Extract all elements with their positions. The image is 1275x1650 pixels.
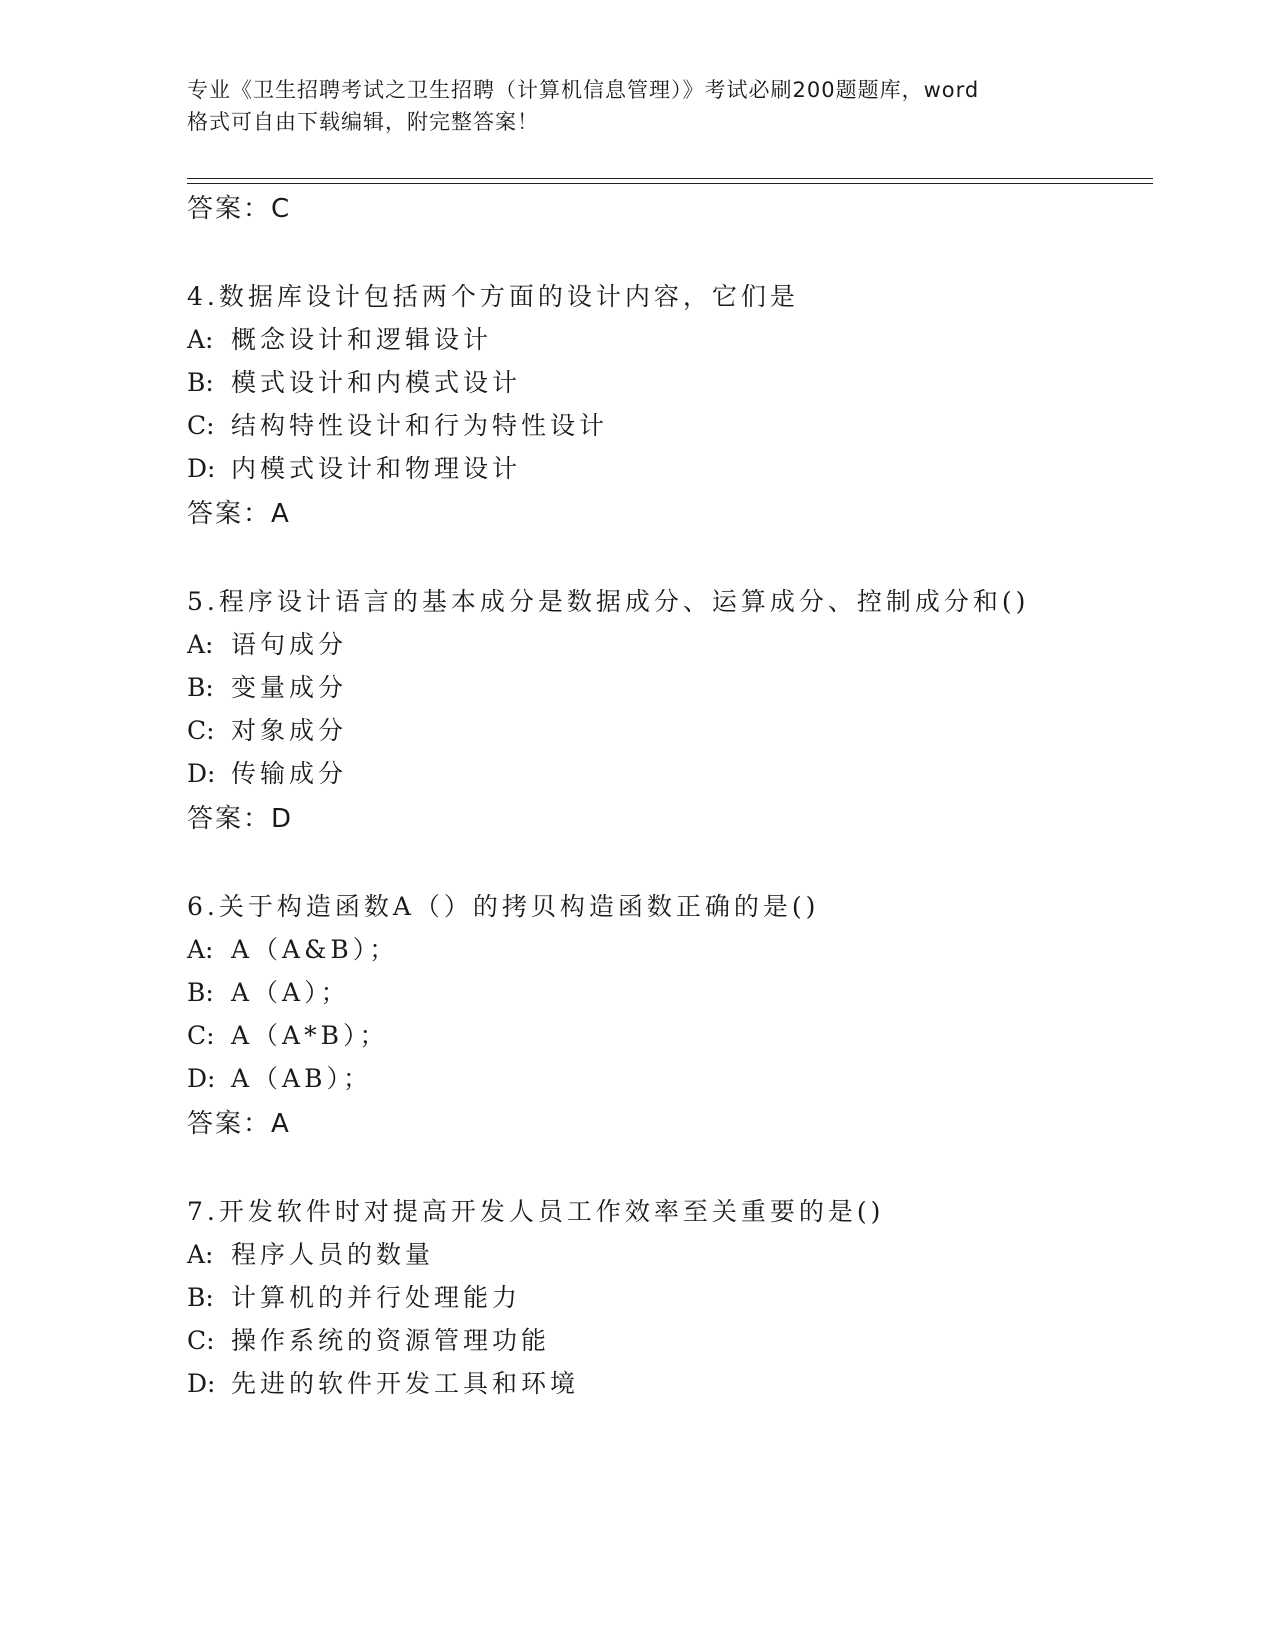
- question-6-option-c: [187, 1019, 388, 1053]
- question-5-option-b: [187, 671, 347, 705]
- option-text: 程序人员的数量: [231, 1240, 435, 1269]
- option-text: 操作系统的资源管理功能: [231, 1326, 551, 1355]
- question-7-option-b: [187, 1281, 521, 1315]
- option-label: C:: [187, 1326, 215, 1355]
- question-4-option-a: [187, 323, 492, 357]
- option-label: C:: [187, 411, 215, 440]
- question-6-option-a: [187, 933, 398, 967]
- option-label: C:: [187, 1021, 215, 1050]
- question-4-stem: 4.数据库设计包括两个方面的设计内容，它们是: [187, 282, 799, 311]
- header-divider-top: [187, 178, 1153, 179]
- option-text: 计算机的并行处理能力: [231, 1283, 522, 1312]
- option-text: 模式设计和内模式设计: [231, 368, 522, 397]
- option-label: B:: [187, 673, 214, 702]
- option-label: C:: [187, 716, 215, 745]
- answer-q4: 答案：A: [187, 499, 291, 529]
- option-text: 传输成分: [231, 759, 348, 788]
- answer-q6: 答案：A: [187, 1109, 291, 1139]
- question-4-option-c: [187, 409, 608, 443]
- question-7-option-c: [187, 1324, 550, 1358]
- option-label: B:: [187, 1283, 214, 1312]
- option-text: 概念设计和逻辑设计: [231, 325, 493, 354]
- question-7-option-d: [187, 1367, 579, 1401]
- option-text: 语句成分: [231, 630, 348, 659]
- option-label: D:: [187, 454, 216, 483]
- question-5-option-d: [187, 757, 347, 791]
- option-label: A:: [187, 1240, 214, 1269]
- question-4-option-d: [187, 452, 521, 486]
- question-7-option-a: [187, 1238, 434, 1272]
- question-7-stem: 7.开发软件时对提高开发人员工作效率至关重要的是(): [187, 1197, 885, 1226]
- option-text: 变量成分: [231, 673, 348, 702]
- option-label: D:: [187, 1064, 216, 1093]
- question-6-option-d: [187, 1062, 372, 1096]
- option-label: D:: [187, 759, 216, 788]
- option-label: B:: [187, 978, 214, 1007]
- option-label: D:: [187, 1369, 216, 1398]
- question-6-option-b: [187, 976, 350, 1010]
- question-4-option-b: [187, 366, 521, 400]
- question-6-stem: 6.关于构造函数A（）的拷贝构造函数正确的是(): [187, 892, 820, 921]
- option-text: 结构特性设计和行为特性设计: [231, 411, 609, 440]
- option-text: A（A&B）；: [231, 935, 399, 964]
- option-text: 先进的软件开发工具和环境: [231, 1369, 580, 1398]
- header-divider-bottom: [187, 183, 1153, 184]
- header-line-2: 格式可自由下载编辑，附完整答案！: [187, 110, 539, 134]
- option-label: B:: [187, 368, 214, 397]
- document-header: [187, 74, 1087, 138]
- question-5-option-a: [187, 628, 347, 662]
- option-text: A（A*B）；: [231, 1021, 389, 1050]
- question-5-stem: 5.程序设计语言的基本成分是数据成分、运算成分、控制成分和(): [187, 587, 1030, 616]
- header-line-1: 专业《卫生招聘考试之卫生招聘（计算机信息管理）》考试必刷200题题库，word: [187, 78, 980, 102]
- answer-q5: 答案：D: [187, 804, 294, 834]
- question-5-option-c: [187, 714, 347, 748]
- option-text: 内模式设计和物理设计: [231, 454, 522, 483]
- option-label: A:: [187, 935, 214, 964]
- option-text: A（AB）；: [231, 1064, 372, 1093]
- option-label: A:: [187, 630, 214, 659]
- option-text: A（A）；: [231, 978, 350, 1007]
- option-text: 对象成分: [231, 716, 348, 745]
- answer-q3: 答案：C: [187, 194, 292, 224]
- option-label: A:: [187, 325, 214, 354]
